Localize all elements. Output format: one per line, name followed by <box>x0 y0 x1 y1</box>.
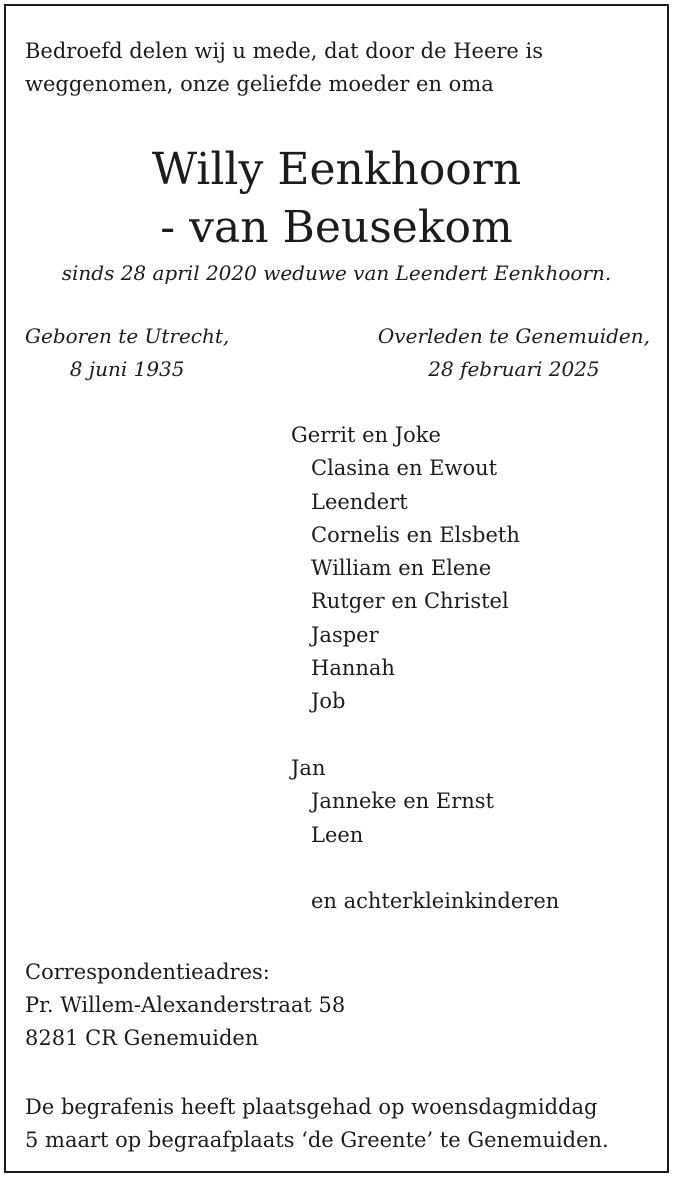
family-child: Janneke en Ernst <box>311 789 494 814</box>
correspondence-city: 8281 CR Genemuiden <box>25 1026 259 1050</box>
family-spacer <box>291 852 559 885</box>
correspondence-street: Pr. Willem-Alexanderstraat 58 <box>25 993 346 1017</box>
family-child: Leendert <box>311 489 408 514</box>
born-place: Geboren te Utrecht, <box>25 324 230 348</box>
name-line-1: Willy Eenkhoorn <box>151 144 522 195</box>
family-child: Rutger en Christel <box>311 589 509 614</box>
correspondence-heading: Correspondentieadres: <box>25 960 270 984</box>
deceased-name <box>6 141 667 257</box>
family-child: Cornelis en Elsbeth <box>311 522 520 547</box>
name-line-2: - van Beusekom <box>160 202 513 253</box>
funeral-line-2: 5 maart op begraafplaats ‘de Greente’ te Genemuiden. <box>25 1128 609 1152</box>
family-child: Job <box>311 689 346 714</box>
obituary-card <box>4 4 669 1173</box>
died-place: Overleden te Genemuiden, <box>377 324 650 348</box>
funeral-line-1: De begrafenis heeft plaatsgehad op woensdagmiddag <box>25 1095 598 1119</box>
intro-line-2: weggenomen, onze geliefde moeder en oma <box>25 72 494 96</box>
funeral-notice <box>25 1091 609 1157</box>
born-block <box>25 320 229 386</box>
born-date: 8 juni 1935 <box>69 357 185 381</box>
died-block <box>378 320 650 386</box>
correspondence-address <box>25 956 345 1055</box>
intro-line-1: Bedroefd delen wij u mede, dat door de Heere is <box>25 39 544 63</box>
intro-text <box>25 35 543 101</box>
family-child: Jasper <box>311 622 379 647</box>
family-child: Hannah <box>311 656 395 681</box>
family-list <box>291 419 559 918</box>
great-grandchildren: en achterkleinkinderen <box>311 889 560 914</box>
died-date: 28 februari 2025 <box>428 357 600 381</box>
family-parent: Jan <box>291 755 326 780</box>
family-spacer <box>291 719 559 752</box>
family-child: Leen <box>311 822 364 847</box>
family-child: William en Elene <box>311 556 492 581</box>
family-parent: Gerrit en Joke <box>291 423 441 447</box>
widow-line: sinds 28 april 2020 weduwe van Leendert Eenkhoorn. <box>61 261 612 285</box>
family-child: Clasina en Ewout <box>311 456 498 481</box>
